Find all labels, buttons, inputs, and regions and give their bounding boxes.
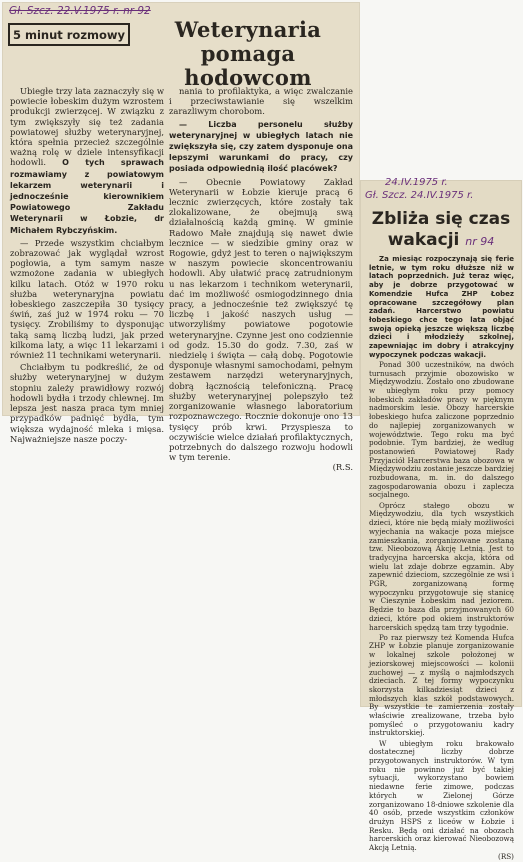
handwritten-annotation: Gł. Szcz. 24.IV.1975 r. — [365, 190, 474, 201]
article-title — [361, 209, 521, 252]
lead-paragraph: Za miesiąc rozpoczynają się ferie letnie, w tym roku dłuższe niż w latach poprzednich. Już teraz więc, aby je dobrze przygotować w Komendzie Hufca ZHP Łobez opracowane szczegółowy plan zadań. Harcerstwo powiatu łobeskiego chce tego lata objąć swoją opieką jeszcze większą liczbę dzieci i młodzieży szkolnej, zapewniając im dobry i atrakcyjny wypoczynek podczas wakacji. — [369, 255, 514, 359]
title-line-1: Zbliża się czas — [371, 209, 511, 229]
author-signature: (R.S. — [332, 462, 353, 473]
paragraph: — Obecnie Powiatowy Zakład Weterynarii w Łobzie kieruje pracą 6 lecznic zwierzęcych, które zostały tak zlokalizowane, że obejmują swą działalnością każdą gminę. W gminie Radowo Małe znajdują się nawet dwie lecznice — w siedzibie gminy oraz w Rogowie, gdyż jest to teren o największym w naszym powiecie skoncentrowaniu hodowli. Aby ułatwić pracę zatrudnionym u nas lekarzom i technikom weterynarii, dać im możliwość osmiogodzinnego dnia pracy, a jednocześnie też zwiększyć tę liczbę i jakość naszych usług — utworzyliśmy powiatowe pogotowie weterynaryjne. Czynne jest ono codziennie od godz. 15.30 do godz. 7.30, zaś w niedzielę i święta — całą dobę. Pogotowie dysponuje własnymi samochodami, pełnym zestawem narzędzi weterynaryjnych, dobrą łącznością telefoniczną. Pracę służby weterynaryjnej polepszyło też zorganizowanie własnego laboratorium rozpoznawczego. Rocznie dokonuje ono 13 tysięcy prób krwi. Przyspiesza to oczywiście wielce działań profilaktycznych, potrzebnych do dalszego rozwoju hodowli w tym terenie. — [169, 176, 353, 463]
column-tag: 5 minut rozmowy — [8, 23, 130, 46]
title-line-2: wakacji nr 94 — [387, 230, 495, 250]
handwritten-annotation: Gł. Szcz. 22.V.1975 r. nr 92 — [9, 5, 151, 17]
author-signature: (RS) — [498, 851, 514, 861]
article-title — [143, 18, 353, 90]
title-line-1: Weterynaria — [174, 17, 322, 42]
lead-bold: O tych sprawach rozmawiamy z powiatowym lekarzem weterynarii i jednocześnie kierownikiem Powiatowego Zakładu Weterynarii w Łobzie, dr Michałem Rybczyńskim. — [10, 158, 164, 235]
paragraph: Ponad 300 uczestników, na dwóch turnusach przyjmie obozowisko w Międzywodziu. Zostało ono zbudowane w ubiegłym roku przy pomocy łobeskich zakładów pracy w pięknym nadmorskim lesie. Obozy harcerskie łobeskiego hufca zaliczone poprzednio do najlepiej zorganizowanych w województwie. Tego roku ma być podobnie. Tym bardziej, że według postanowień Powiatowej Rady Przyjaciół Harcerstwa baza obozowa w Międzywodziu zostanie jeszcze bardziej rozbudowana, m. in. do dalszego zagospodarowania obozu i zaplecza socjalnego. — [369, 359, 514, 500]
paragraph: W ubiegłym roku brakowało dostatecznej liczby dobrze przygotowanych instruktorów. W tym roku nie powinno już być takiej sytuacji, wykorzystano bowiem niedawne ferie zimowe, podczas których w Zielonej Górze zorganizowano 18-dniowe szkolenie dla 40 osób, przede wszystkim członków drużyn HSPS z liceów w Łobzie i Resku. Będą oni działać na obozach harcerskich oraz kierować Nieobozową Akcją Letnią. — [369, 738, 514, 853]
title-line-2: pomaga hodowcom — [184, 41, 312, 90]
handwritten-number: nr 94 — [465, 235, 495, 248]
paragraph: nania to profilaktyka, a więc zwalczanie i przeciwstawianie się wszelkim zarazliwym chorobom. — [169, 86, 353, 117]
handwritten-date: 24.IV.1975 r. — [385, 177, 448, 188]
paragraph: Chciałbym tu podkreślić, że od służby weterynaryjnej w dużym stopniu zależy prawidłowy rozwój hodowli bydła i trzody chlewnej. Im lepsza jest nasza praca tym mniej przypadków padnięć bydła, tym większa wydajność mleka i mięsa. Najważniejsze nasze poczy- — [10, 362, 164, 444]
lead-paragraph: Ubiegłe trzy lata zaznaczyły się w powiecie łobeskim dużym wzrostem produkcji zwierzęcej. W związku z tym zwiększyły się też zadania powiatowej służby weterynaryjnej, która spełnia przecież szczególnie ważną rolę w dziele intensyfikacji hodowli. O tych sprawach rozmawiamy z powiatowym lekarzem weterynarii i jednocześnie kierownikiem Powiatowego Zakładu Weterynarii w Łobzie, dr Michałem Rybczyńskim. — [10, 86, 164, 235]
article-column-1 — [10, 86, 164, 444]
question-paragraph: — Liczba personelu służby weterynaryjnej w ubiegłych latach nie zwiększyła się, czy zatem dysponuje ona lepszymi warunkami do pracy, czy posiada odpowiednią ilość placówek? — [169, 119, 353, 174]
clipping-veterinary — [3, 3, 359, 473]
clipping-summer — [361, 177, 521, 861]
paragraph: Po raz pierwszy też Komenda Hufca ZHP w Łobzie planuje zorganizowanie w lokalnej szkole położonej w jeziorskowej miejscowości — kolonii zuchowej — z myślą o najmłodszych dzieciach. Z tej formy wypoczynku skorzysta kilkadziesiąt dzieci z młodszych klas szkół podstawowych. By wszystkie te zamierzenia zostały właściwie zrealizowane, trzeba było pomyśleć o przygotowaniu kadry instruktorskiej. — [369, 632, 514, 738]
paragraph: Oprócz stałego obozu w Międzywodziu, dla tych wszystkich dzieci, które nie będą miały możliwości wyjechania na wakacje poza miejsce zamieszkania, zorganizowane zostaną tzw. Nieobozową Akcję Letnią. Jest to tradycyjna harcerska akcja, która od wielu lat zdaje dobrze egzamin. Aby zapewnić dzieciom, szczególnie ze wsi i PGR, zorganizowaną formę wypoczynku przygotowuje się stanicę w Cieszynie Łobeskim nad jeziorem. Będzie to baza dla przyjmowanych 60 dzieci, które pod okiem instruktorów harcerskich spędzą tam trzy tygodnie. — [369, 500, 514, 632]
article-body — [369, 255, 514, 862]
paragraph: — Przede wszystkim chciałbym zobrazować jak wyglądał wzrost pogłowia, a tym samym nasze wzmożone zadania w ubiegłych kilku latach. Otóż w 1970 roku służba weterynaryjna powiatu łobeskiego zaszczepiła 30 tysięcy świń, zaś już w 1974 roku — 70 tysięcy. Zrobiliśmy to dysponując taką samą liczbą ludzi, jak przed kilkoma laty, a więc 11 lekarzami i również 11 technikami weterynarii. — [10, 237, 164, 361]
article-column-2 — [169, 86, 353, 473]
